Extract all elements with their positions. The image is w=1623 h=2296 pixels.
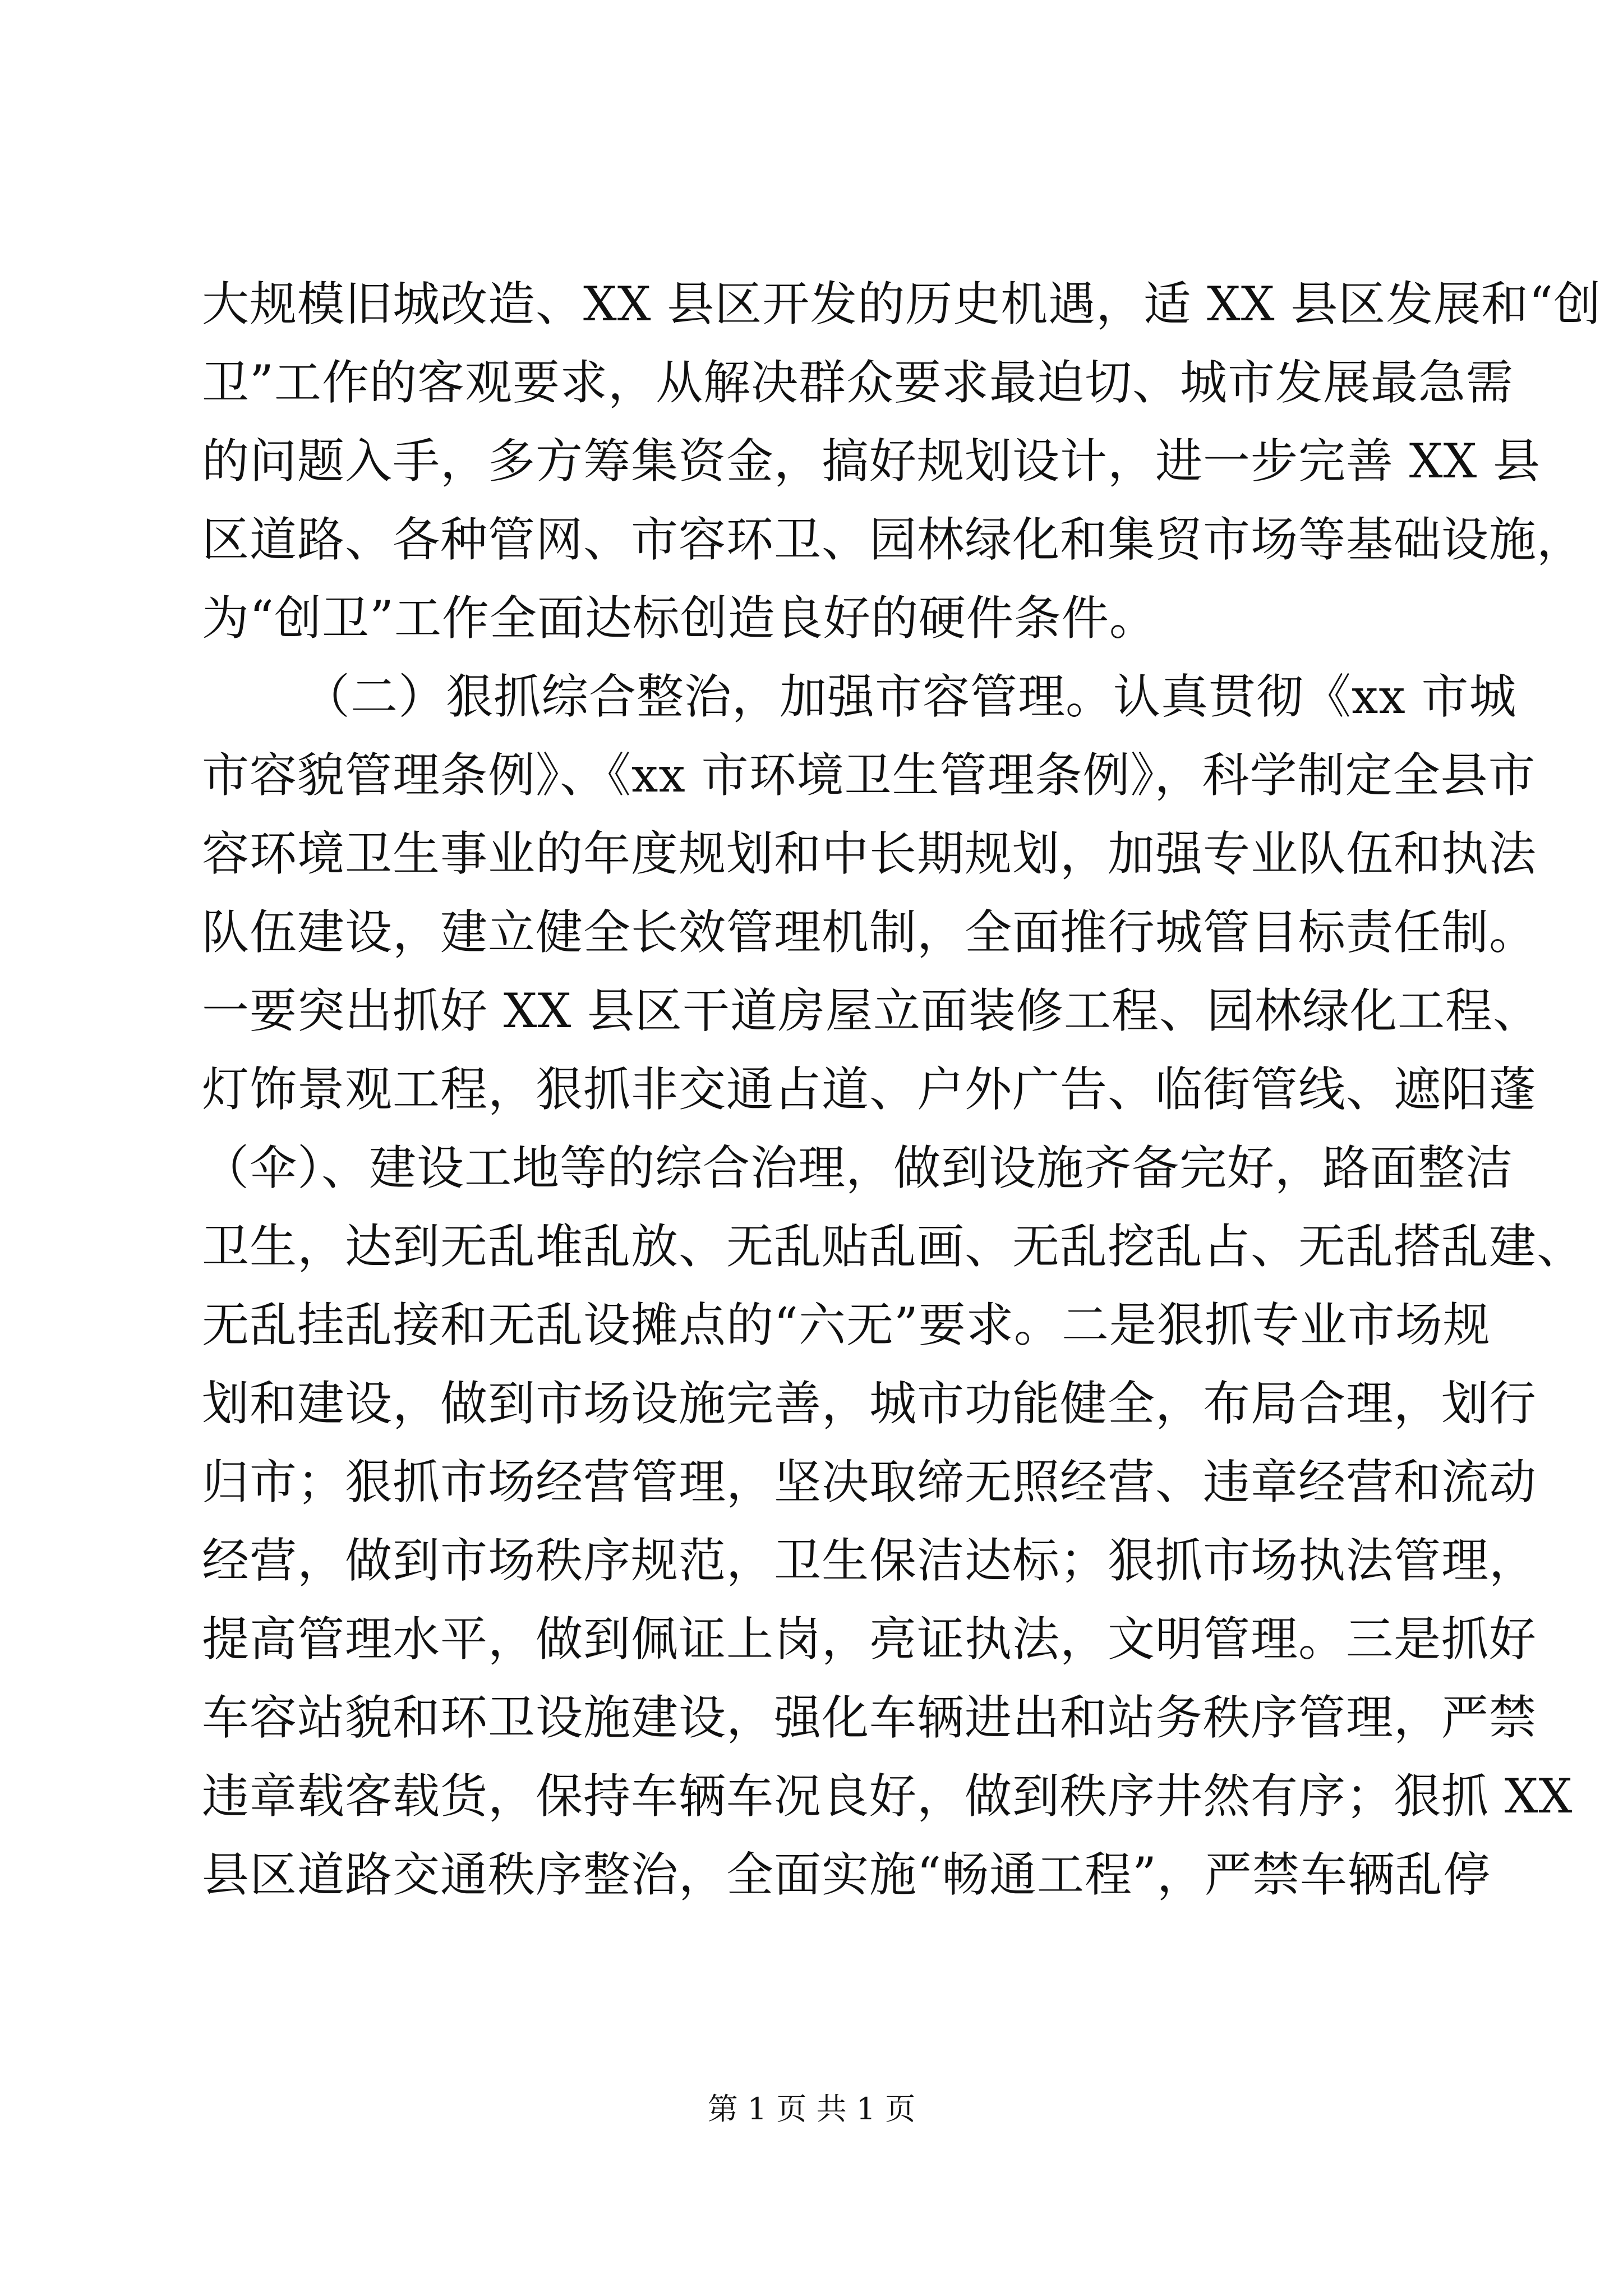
text-line: 归市；狠抓市场经营管理，坚决取缔无照经营、违章经营和流动 bbox=[202, 1455, 1537, 1510]
text-line: 为“创卫”工作全面达标创造良好的硬件条件。 bbox=[202, 591, 1157, 646]
text-line: 县区道路交通秩序整治，全面实施“畅通工程”，严禁车辆乱停 bbox=[202, 1847, 1491, 1902]
text-line: 经营，做到市场秩序规范，卫生保洁达标；狠抓市场执法管理， bbox=[202, 1533, 1537, 1588]
text-line: 的问题入手，多方筹集资金，搞好规划设计，进一步完善 XX 县 bbox=[202, 434, 1541, 489]
text-line: 违章载客载货，保持车辆车况良好，做到秩序井然有序；狠抓 XX bbox=[202, 1769, 1573, 1824]
text-line: 容环境卫生事业的年度规划和中长期规划，加强专业队伍和执法 bbox=[202, 826, 1537, 881]
text-line: （伞）、建设工地等的综合治理，做到设施齐备完好，路面整洁 bbox=[202, 1140, 1514, 1195]
text-line: 无乱挂乱接和无乱设摊点的“六无”要求。二是狠抓专业市场规 bbox=[202, 1297, 1491, 1352]
paragraph-heading-line: （二）狠抓综合整治，加强市容管理。认真贯彻《xx 市城 bbox=[303, 669, 1517, 724]
text-line: 提高管理水平，做到佩证上岗，亮证执法，文明管理。三是抓好 bbox=[202, 1612, 1537, 1667]
page-footer: 第 1 页 共 1 页 bbox=[707, 2091, 916, 2127]
text-line: 市容貌管理条例》、《xx 市环境卫生管理条例》，科学制定全县市 bbox=[202, 748, 1536, 803]
text-line: 卫生，达到无乱堆乱放、无乱贴乱画、无乱挖乱占、无乱搭乱建、 bbox=[202, 1219, 1585, 1274]
text-line: 队伍建设，建立健全长效管理机制，全面推行城管目标责任制。 bbox=[202, 905, 1537, 960]
text-line: 划和建设，做到市场设施完善，城市功能健全，布局合理，划行 bbox=[202, 1376, 1537, 1431]
text-line: 大规模旧城改造、XX 县区开发的历史机遇，适 XX 县区发展和“创 bbox=[202, 277, 1602, 332]
text-line: 灯饰景观工程，狠抓非交通占道、户外广告、临街管线、遮阳蓬 bbox=[202, 1062, 1537, 1117]
text-line: 卫”工作的客观要求，从解决群众要求最迫切、城市发展最急需 bbox=[202, 355, 1514, 410]
text-line: 一要突出抓好 XX 县区干道房屋立面装修工程、园林绿化工程、 bbox=[202, 983, 1541, 1038]
text-line: 区道路、各种管网、市容环卫、园林绿化和集贸市场等基础设施， bbox=[202, 512, 1585, 567]
text-line: 车容站貌和环卫设施建设，强化车辆进出和站务秩序管理，严禁 bbox=[202, 1690, 1537, 1745]
